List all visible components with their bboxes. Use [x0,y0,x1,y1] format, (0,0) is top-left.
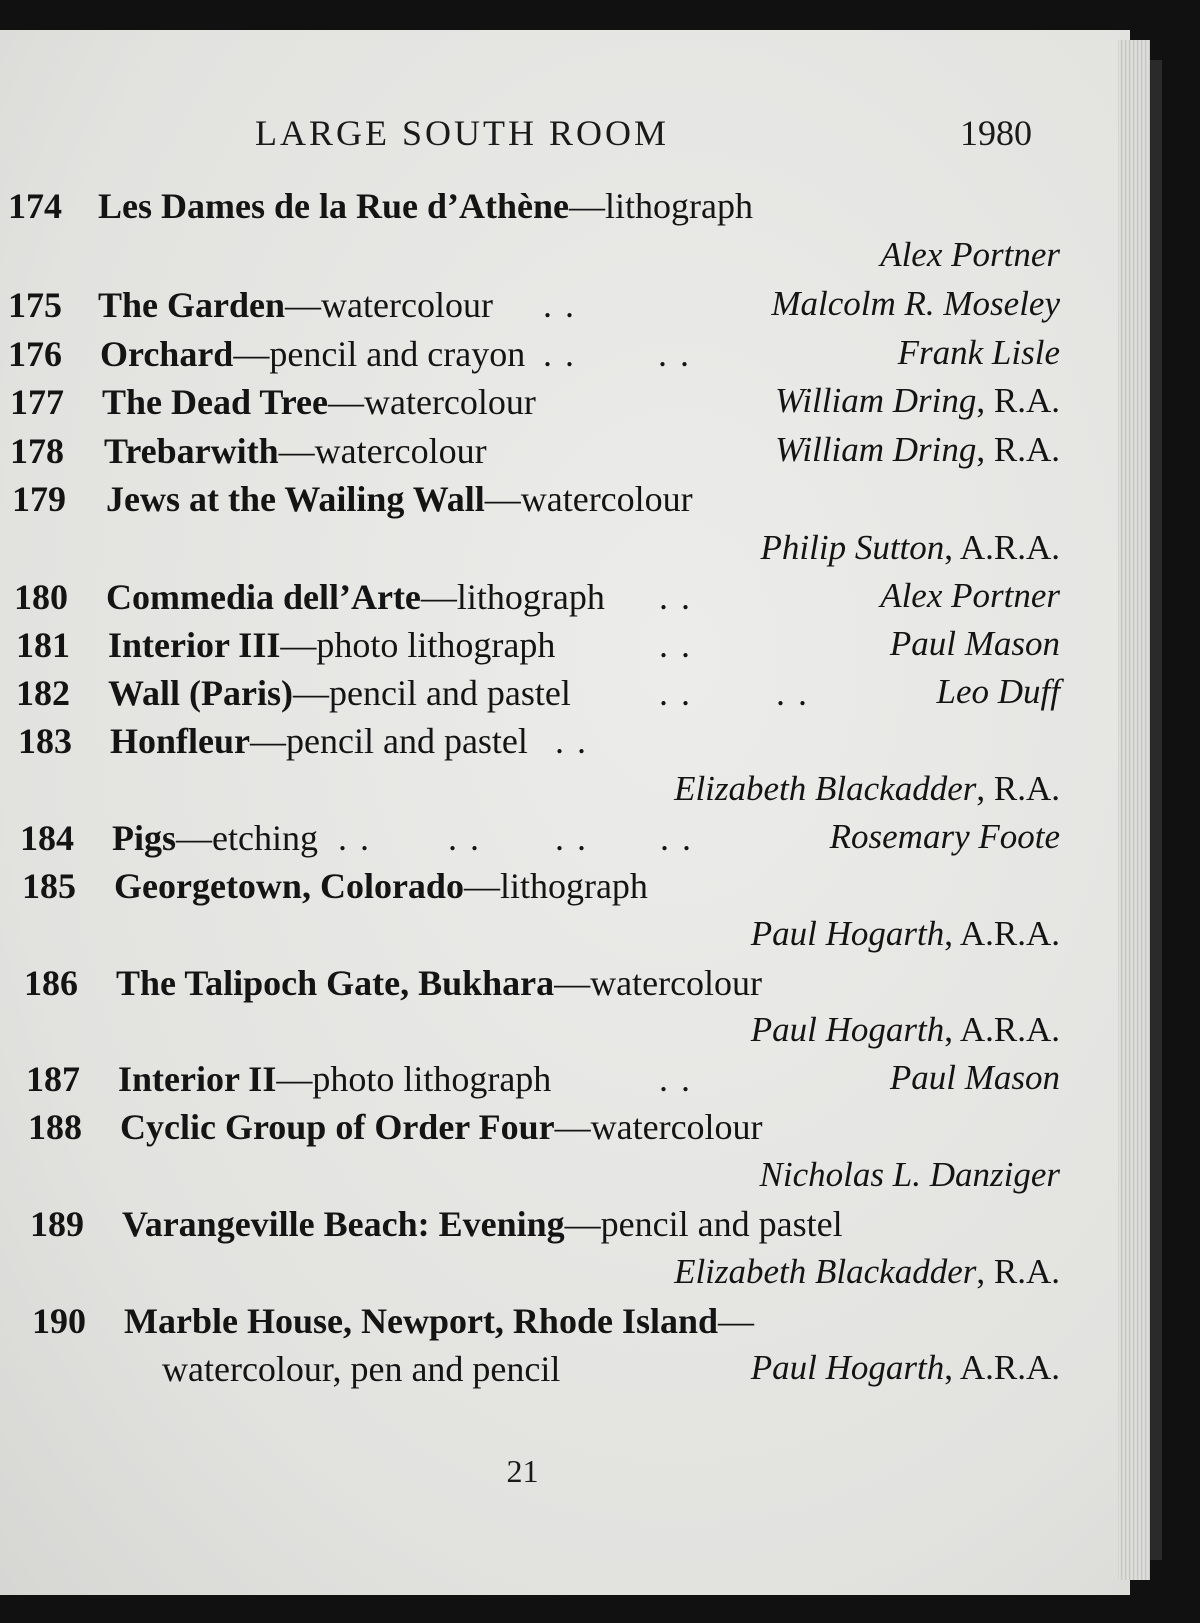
entry-medium: watercolour, pen and pencil [162,1349,561,1389]
entry-artist: Paul Mason [889,624,1060,663]
leader-dots: . . [658,334,691,374]
entry-medium: —etching [176,818,318,858]
leader-dots: . . [660,818,693,858]
entry-title: Georgetown, Colorado [114,866,464,906]
entry-190-medium-line [162,1348,560,1390]
entry-artist: Elizabeth Blackadder, R.A. [674,769,1060,808]
entry-medium: —pencil and crayon [233,334,526,374]
entry-title: Orchard [100,334,234,374]
entry-number: 179 [12,479,66,519]
entry-number: 188 [28,1107,82,1147]
page-number: 21 [506,1453,539,1489]
leader-dots: . . [448,818,481,858]
entry-artist: Paul Mason [889,1058,1060,1097]
entry-title: Commedia dell’Arte [106,577,421,617]
entry-artist: William Dring, R.A. [775,381,1060,420]
entry-medium: —watercolour [554,963,763,1003]
entry-medium: —lithograph [420,577,605,617]
entry-number: 185 [22,866,76,906]
entry-artist: Paul Hogarth, A.R.A. [750,914,1060,953]
page-header [0,112,1130,162]
entry-artist: Alex Portner [880,235,1060,274]
entry-title: Jews at the Wailing Wall [106,479,485,519]
entry-title: The Dead Tree [102,382,328,422]
room-title: LARGE SOUTH ROOM [255,113,670,153]
entry-medium: —watercolour [327,382,536,422]
entry-artist: Paul Hogarth, A.R.A. [750,1348,1060,1387]
entry-title: Pigs [112,818,177,858]
entry-medium: — [718,1301,755,1341]
entry-medium: —watercolour [554,1107,763,1147]
entry-medium: —pencil and pastel [250,721,528,761]
leader-dots: . . [543,285,576,325]
entry-number: 182 [16,673,70,713]
entry-medium: —watercolour [285,285,493,325]
year: 1980 [960,113,1032,153]
entry-artist: Nicholas L. Danziger [759,1155,1060,1194]
entry-number: 189 [30,1204,84,1244]
entry-number: 175 [8,285,62,325]
entry-artist: Alex Portner [880,576,1060,615]
leader-dots: . . [543,334,576,374]
leader-dots: . . [776,673,809,713]
entry-title: Trebarwith [104,431,279,471]
entry-title: Cyclic Group of Order Four [120,1107,555,1147]
entry-medium: —watercolour [484,479,693,519]
entry-number: 183 [18,721,72,761]
entry-medium: —watercolour [278,431,487,471]
entry-number: 190 [32,1301,86,1341]
entry-number: 181 [16,625,70,665]
leader-dots: . . [555,721,588,761]
entry-number: 178 [10,431,64,471]
entry-artist: Paul Hogarth, A.R.A. [750,1010,1060,1049]
entry-number: 187 [26,1059,80,1099]
leader-dots: . . [659,1059,692,1099]
entry-medium: —pencil and pastel [564,1204,843,1244]
entry-title: Interior III [108,625,281,665]
entry-medium: —pencil and pastel [292,673,571,713]
entry-title: Honfleur [110,721,250,761]
entry-medium: —photo lithograph [276,1059,552,1099]
entry-artist: Elizabeth Blackadder, R.A. [674,1252,1060,1291]
entry-medium: —lithograph [568,186,753,226]
entry-number: 180 [14,577,68,617]
entry-title: The Garden [98,285,286,325]
entry-number: 184 [20,818,74,858]
entry-number: 186 [24,963,78,1003]
entry-artist: Leo Duff [936,672,1060,711]
page-edge [1118,40,1150,1580]
entry-title: Wall (Paris) [108,673,293,713]
entry-number: 174 [8,186,62,226]
leader-dots: . . [338,818,371,858]
leader-dots: . . [659,673,692,713]
entry-title: Interior II [118,1059,277,1099]
entry-medium: —lithograph [463,866,648,906]
entry-artist: William Dring, R.A. [775,430,1060,469]
entry-title: Varangeville Beach: Evening [122,1204,565,1244]
leader-dots: . . [555,818,588,858]
entry-title: The Talipoch Gate, Bukhara [116,963,555,1003]
entry-title: Les Dames de la Rue d’Athène [98,186,569,226]
entry-title: Marble House, Newport, Rhode Island [124,1301,719,1341]
entry-artist: Philip Sutton, A.R.A. [760,528,1060,567]
entry-medium: —photo lithograph [280,625,556,665]
entry-number: 176 [8,334,62,374]
leader-dots: . . [659,577,692,617]
entry-artist: Malcolm R. Moseley [771,284,1060,323]
entry-artist: Frank Lisle [897,333,1060,372]
book-spine-shadow [1150,60,1162,1560]
entry-artist: Rosemary Foote [829,817,1060,856]
entry-number: 177 [10,382,64,422]
leader-dots: . . [659,625,692,665]
